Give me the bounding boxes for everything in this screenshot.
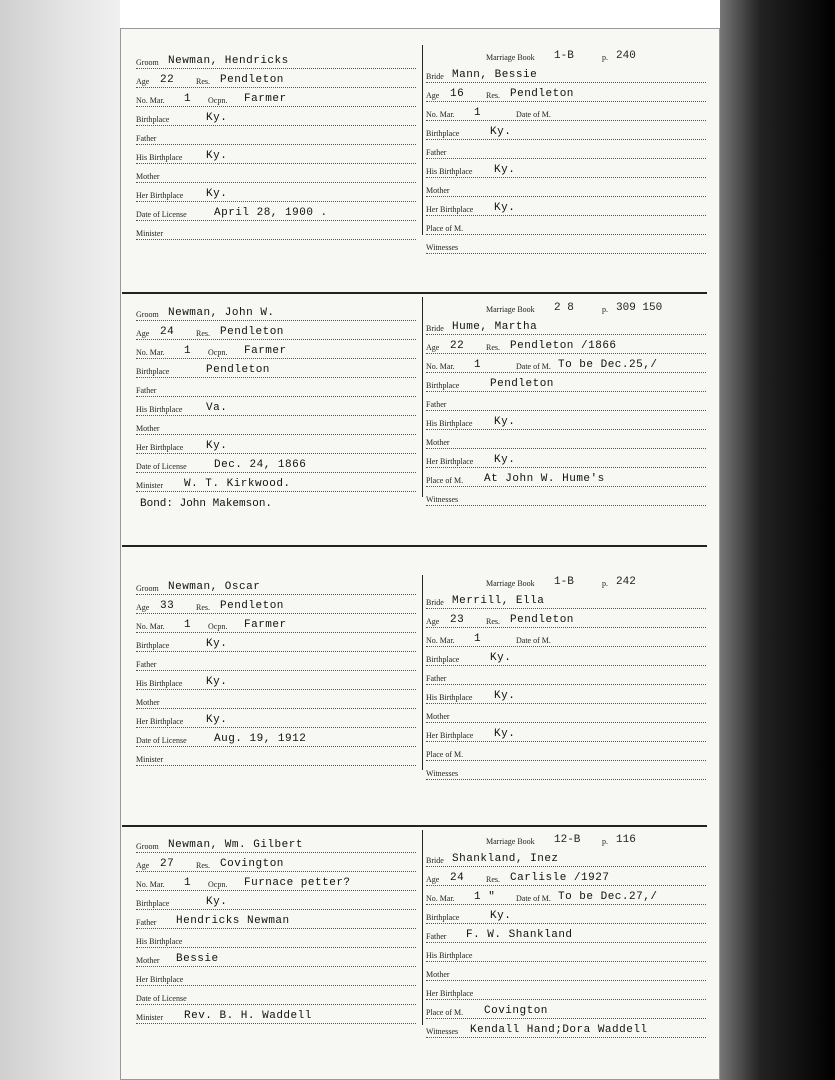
groom-name xyxy=(136,576,416,595)
groom-minister xyxy=(136,1005,416,1024)
marriage-book-label: Marriage Book xyxy=(486,579,535,588)
bride-name xyxy=(426,848,706,867)
groom-his-birthplace-value: Ky. xyxy=(206,150,228,162)
record-separator xyxy=(122,825,707,827)
groom-minister xyxy=(136,473,416,492)
groom-his-birthplace-label: His Birthplace xyxy=(136,937,183,946)
bride-age xyxy=(426,335,706,354)
groom-column xyxy=(136,830,416,1024)
groom-his-birthplace xyxy=(136,145,416,164)
bride-name-value: Hume, Martha xyxy=(452,321,538,333)
marriage-book-value: 1-B xyxy=(554,576,574,588)
groom-father-label: Father xyxy=(136,386,157,395)
bride-witnesses-label: Witnesses xyxy=(426,1027,459,1036)
groom-minister-value: Rev. B. H. Waddell xyxy=(184,1010,312,1022)
bride-age xyxy=(426,867,706,886)
bride-her-birthplace xyxy=(426,197,706,216)
groom-his-birthplace xyxy=(136,397,416,416)
groom-her-birthplace-value: Ky. xyxy=(206,714,228,726)
bride-place-of-m-label: Place of M. xyxy=(426,1008,464,1017)
groom-age-label: Age xyxy=(136,861,150,870)
bride-witnesses-label: Witnesses xyxy=(426,243,459,252)
page-label: p. xyxy=(602,53,608,62)
bride-age-label: Age xyxy=(426,91,440,100)
bride-father-label: Father xyxy=(426,400,447,409)
groom-mother-label: Mother xyxy=(136,956,160,965)
bride-name-label: Bride xyxy=(426,598,444,607)
bride-her-birthplace xyxy=(426,449,706,468)
bride-witnesses-label: Witnesses xyxy=(426,769,459,778)
bride-name xyxy=(426,64,706,83)
groom-his-birthplace-label: His Birthplace xyxy=(136,405,183,414)
bride-age-label: Age xyxy=(426,617,440,626)
page-label: p. xyxy=(602,837,608,846)
bride-no-mar xyxy=(426,354,706,373)
record-separator xyxy=(122,292,707,294)
groom-no-mar-value: 1 xyxy=(184,619,192,631)
bride-place-of-m-label: Place of M. xyxy=(426,750,464,759)
bride-birthplace xyxy=(426,373,706,392)
bride-date-of-m-label: Date of M. xyxy=(516,110,551,119)
bride-date-of-m-label: Date of M. xyxy=(516,894,551,903)
groom-no-mar xyxy=(136,88,416,107)
bride-age-label: Age xyxy=(426,875,440,884)
bride-mother xyxy=(426,178,706,197)
groom-res-label: Res. xyxy=(196,77,210,86)
bride-res-value: Pendleton /1866 xyxy=(510,340,617,352)
groom-ocpn-value: Farmer xyxy=(244,619,287,631)
groom-his-birthplace-label: His Birthplace xyxy=(136,679,183,688)
groom-her-birthplace xyxy=(136,967,416,986)
marriage-book-value: 2 8 xyxy=(554,302,574,314)
groom-res-label: Res. xyxy=(196,329,210,338)
bride-name-value: Merrill, Ella xyxy=(452,595,545,607)
groom-res-value: Covington xyxy=(220,858,284,870)
groom-birthplace-value: Ky. xyxy=(206,112,228,124)
bride-his-birthplace-label: His Birthplace xyxy=(426,693,473,702)
groom-no-mar-label: No. Mar. xyxy=(136,622,165,631)
bride-father xyxy=(426,924,706,943)
bride-age-value: 23 xyxy=(450,614,465,626)
groom-her-birthplace-label: Her Birthplace xyxy=(136,191,184,200)
bride-mother-label: Mother xyxy=(426,438,450,447)
bride-birthplace-value: Ky. xyxy=(490,910,512,922)
groom-name-value: Newman, John W. xyxy=(168,307,275,319)
bride-place-of-m-value: Covington xyxy=(484,1005,548,1017)
bride-mother xyxy=(426,430,706,449)
groom-birthplace-value: Ky. xyxy=(206,896,228,908)
bride-mother-label: Mother xyxy=(426,186,450,195)
bride-name-value: Mann, Bessie xyxy=(452,69,538,81)
bride-birthplace xyxy=(426,647,706,666)
groom-res-label: Res. xyxy=(196,603,210,612)
groom-res-value: Pendleton xyxy=(220,600,284,612)
groom-birthplace xyxy=(136,891,416,910)
groom-mother xyxy=(136,164,416,183)
groom-no-mar-value: 1 xyxy=(184,345,192,357)
groom-ocpn-value: Furnace petter? xyxy=(244,877,351,889)
marriage-book-label: Marriage Book xyxy=(486,837,535,846)
groom-name-label: Groom xyxy=(136,58,159,67)
groom-father xyxy=(136,378,416,397)
groom-name-label: Groom xyxy=(136,584,159,593)
groom-name xyxy=(136,302,416,321)
groom-her-birthplace xyxy=(136,183,416,202)
bride-age-label: Age xyxy=(426,343,440,352)
bride-name-label: Bride xyxy=(426,856,444,865)
bride-res-label: Res. xyxy=(486,617,500,626)
groom-age xyxy=(136,853,416,872)
groom-res-label: Res. xyxy=(196,861,210,870)
groom-date-of-license xyxy=(136,986,416,1005)
groom-res-value: Pendleton xyxy=(220,326,284,338)
bride-witnesses xyxy=(426,761,706,780)
bride-no-mar-label: No. Mar. xyxy=(426,110,455,119)
groom-father xyxy=(136,126,416,145)
groom-date-of-license xyxy=(136,728,416,747)
groom-father-label: Father xyxy=(136,134,157,143)
page-value: 309 150 xyxy=(616,302,663,314)
groom-mother xyxy=(136,690,416,709)
bride-his-birthplace xyxy=(426,943,706,962)
groom-age-value: 27 xyxy=(160,858,175,870)
groom-date-of-license-value: Dec. 24, 1866 xyxy=(214,459,307,471)
page-value: 240 xyxy=(616,50,636,62)
bride-no-mar-label: No. Mar. xyxy=(426,894,455,903)
groom-date-of-license xyxy=(136,454,416,473)
bride-name-label: Bride xyxy=(426,72,444,81)
bride-father xyxy=(426,666,706,685)
groom-no-mar-value: 1 xyxy=(184,877,192,889)
groom-father-value: Hendricks Newman xyxy=(176,915,290,927)
groom-name-label: Groom xyxy=(136,842,159,851)
bride-name-value: Shankland, Inez xyxy=(452,853,559,865)
bride-father xyxy=(426,140,706,159)
bride-birthplace-label: Birthplace xyxy=(426,655,460,664)
bride-place-of-m xyxy=(426,1000,706,1019)
groom-date-of-license xyxy=(136,202,416,221)
groom-ocpn-label: Ocpn. xyxy=(208,348,228,357)
bride-father-label: Father xyxy=(426,674,447,683)
record-separator xyxy=(122,545,707,547)
groom-ocpn-label: Ocpn. xyxy=(208,96,228,105)
groom-father-label: Father xyxy=(136,918,157,927)
groom-age-value: 33 xyxy=(160,600,175,612)
bride-birthplace-value: Ky. xyxy=(490,652,512,664)
groom-birthplace-value: Pendleton xyxy=(206,364,270,376)
bride-mother-label: Mother xyxy=(426,712,450,721)
groom-her-birthplace-value: Ky. xyxy=(206,440,228,452)
groom-ocpn-value: Farmer xyxy=(244,93,287,105)
bride-res-value: Carlisle /1927 xyxy=(510,872,610,884)
groom-date-of-license-label: Date of License xyxy=(136,994,187,1003)
bride-place-of-m xyxy=(426,742,706,761)
groom-age xyxy=(136,321,416,340)
groom-name-value: Newman, Oscar xyxy=(168,581,261,593)
bride-name xyxy=(426,590,706,609)
bride-no-mar xyxy=(426,886,706,905)
bride-his-birthplace xyxy=(426,685,706,704)
bride-age xyxy=(426,609,706,628)
bride-his-birthplace xyxy=(426,159,706,178)
marriage-book-header xyxy=(426,46,706,64)
groom-no-mar xyxy=(136,872,416,891)
bride-her-birthplace-value: Ky. xyxy=(494,728,516,740)
bride-res-value: Pendleton xyxy=(510,88,574,100)
groom-age-label: Age xyxy=(136,329,150,338)
groom-minister-label: Minister xyxy=(136,481,164,490)
bride-her-birthplace-label: Her Birthplace xyxy=(426,731,474,740)
bride-birthplace-value: Pendleton xyxy=(490,378,554,390)
groom-no-mar xyxy=(136,340,416,359)
bride-age xyxy=(426,83,706,102)
groom-birthplace-label: Birthplace xyxy=(136,641,170,650)
bride-witnesses xyxy=(426,1019,706,1038)
groom-column xyxy=(136,298,416,492)
bride-age-value: 16 xyxy=(450,88,465,100)
bride-no-mar-value: 1 " xyxy=(474,891,496,903)
groom-date-of-license-label: Date of License xyxy=(136,210,187,219)
groom-name-value: Newman, Hendricks xyxy=(168,55,289,67)
groom-minister-label: Minister xyxy=(136,1013,164,1022)
bride-res-label: Res. xyxy=(486,91,500,100)
marriage-book-value: 1-B xyxy=(554,50,574,62)
groom-her-birthplace-label: Her Birthplace xyxy=(136,975,184,984)
groom-birthplace-label: Birthplace xyxy=(136,899,170,908)
bride-no-mar-label: No. Mar. xyxy=(426,362,455,371)
page-value: 116 xyxy=(616,834,636,846)
groom-minister-label: Minister xyxy=(136,229,164,238)
bride-place-of-m-value: At John W. Hume's xyxy=(484,473,605,485)
bride-father-label: Father xyxy=(426,932,447,941)
bride-her-birthplace-label: Her Birthplace xyxy=(426,205,474,214)
bride-his-birthplace-value: Ky. xyxy=(494,690,516,702)
groom-res-value: Pendleton xyxy=(220,74,284,86)
bride-birthplace-label: Birthplace xyxy=(426,129,460,138)
bride-father xyxy=(426,392,706,411)
bride-his-birthplace-label: His Birthplace xyxy=(426,951,473,960)
marriage-book-label: Marriage Book xyxy=(486,53,535,62)
page-label: p. xyxy=(602,305,608,314)
groom-birthplace-label: Birthplace xyxy=(136,367,170,376)
bride-res-label: Res. xyxy=(486,875,500,884)
groom-date-of-license-label: Date of License xyxy=(136,736,187,745)
groom-birthplace xyxy=(136,359,416,378)
groom-her-birthplace-value: Ky. xyxy=(206,188,228,200)
bride-mother xyxy=(426,704,706,723)
groom-date-of-license-label: Date of License xyxy=(136,462,187,471)
groom-age xyxy=(136,69,416,88)
bride-date-of-m-value: To be Dec.27,/ xyxy=(558,891,658,903)
groom-age-value: 24 xyxy=(160,326,175,338)
scan-left-margin xyxy=(0,0,120,1080)
scan-right-margin xyxy=(720,0,835,1080)
groom-her-birthplace xyxy=(136,709,416,728)
column-divider xyxy=(422,45,423,235)
groom-mother xyxy=(136,948,416,967)
marriage-book-header xyxy=(426,830,706,848)
bride-witnesses xyxy=(426,487,706,506)
bride-his-birthplace-label: His Birthplace xyxy=(426,167,473,176)
bride-column xyxy=(426,298,706,506)
bride-birthplace xyxy=(426,905,706,924)
groom-birthplace xyxy=(136,633,416,652)
groom-minister xyxy=(136,747,416,766)
bride-her-birthplace-value: Ky. xyxy=(494,454,516,466)
groom-no-mar-label: No. Mar. xyxy=(136,880,165,889)
bride-no-mar-label: No. Mar. xyxy=(426,636,455,645)
bride-place-of-m-label: Place of M. xyxy=(426,224,464,233)
groom-no-mar-value: 1 xyxy=(184,93,192,105)
bride-column xyxy=(426,572,706,780)
bride-place-of-m xyxy=(426,468,706,487)
groom-birthplace-label: Birthplace xyxy=(136,115,170,124)
bride-name xyxy=(426,316,706,335)
groom-age-label: Age xyxy=(136,77,150,86)
bride-witnesses xyxy=(426,235,706,254)
groom-name xyxy=(136,834,416,853)
bride-no-mar xyxy=(426,102,706,121)
groom-no-mar-label: No. Mar. xyxy=(136,348,165,357)
groom-name-value: Newman, Wm. Gilbert xyxy=(168,839,303,851)
bride-birthplace xyxy=(426,121,706,140)
groom-no-mar xyxy=(136,614,416,633)
bride-date-of-m-label: Date of M. xyxy=(516,362,551,371)
groom-minister-value: W. T. Kirkwood. xyxy=(184,478,291,490)
bride-birthplace-label: Birthplace xyxy=(426,913,460,922)
groom-date-of-license-value: Aug. 19, 1912 xyxy=(214,733,307,745)
page-label: p. xyxy=(602,579,608,588)
groom-birthplace-value: Ky. xyxy=(206,638,228,650)
marriage-book-value: 12-B xyxy=(554,834,581,846)
marriage-book-header xyxy=(426,572,706,590)
bride-witnesses-label: Witnesses xyxy=(426,495,459,504)
groom-column xyxy=(136,46,416,240)
groom-mother-label: Mother xyxy=(136,172,160,181)
groom-her-birthplace-label: Her Birthplace xyxy=(136,717,184,726)
groom-her-birthplace-label: Her Birthplace xyxy=(136,443,184,452)
bride-no-mar-value: 1 xyxy=(474,633,482,645)
groom-minister-label: Minister xyxy=(136,755,164,764)
bride-his-birthplace-value: Ky. xyxy=(494,416,516,428)
bride-name-label: Bride xyxy=(426,324,444,333)
page-value: 242 xyxy=(616,576,636,588)
groom-no-mar-label: No. Mar. xyxy=(136,96,165,105)
bride-her-birthplace-value: Ky. xyxy=(494,202,516,214)
column-divider xyxy=(422,297,423,497)
bride-column xyxy=(426,46,706,254)
bride-birthplace-label: Birthplace xyxy=(426,381,460,390)
groom-mother-label: Mother xyxy=(136,698,160,707)
groom-mother-label: Mother xyxy=(136,424,160,433)
bride-her-birthplace xyxy=(426,981,706,1000)
bride-father-value: F. W. Shankland xyxy=(466,929,573,941)
groom-his-birthplace-value: Ky. xyxy=(206,676,228,688)
groom-father xyxy=(136,652,416,671)
bride-mother-label: Mother xyxy=(426,970,450,979)
groom-father-label: Father xyxy=(136,660,157,669)
bride-place-of-m xyxy=(426,216,706,235)
bride-father-label: Father xyxy=(426,148,447,157)
groom-father xyxy=(136,910,416,929)
bride-her-birthplace-label: Her Birthplace xyxy=(426,989,474,998)
groom-ocpn-value: Farmer xyxy=(244,345,287,357)
bride-her-birthplace xyxy=(426,723,706,742)
marriage-book-header xyxy=(426,298,706,316)
bride-age-value: 24 xyxy=(450,872,465,884)
bride-no-mar-value: 1 xyxy=(474,107,482,119)
bride-age-value: 22 xyxy=(450,340,465,352)
groom-ocpn-label: Ocpn. xyxy=(208,880,228,889)
groom-date-of-license-value: April 28, 1900 . xyxy=(214,207,328,219)
groom-minister xyxy=(136,221,416,240)
groom-ocpn-label: Ocpn. xyxy=(208,622,228,631)
groom-age-value: 22 xyxy=(160,74,175,86)
bride-witnesses-value: Kendall Hand;Dora Waddell xyxy=(470,1024,648,1036)
bride-mother xyxy=(426,962,706,981)
bride-his-birthplace-label: His Birthplace xyxy=(426,419,473,428)
marriage-book-label: Marriage Book xyxy=(486,305,535,314)
groom-mother xyxy=(136,416,416,435)
groom-mother-value: Bessie xyxy=(176,953,219,965)
bride-his-birthplace-value: Ky. xyxy=(494,164,516,176)
groom-his-birthplace-label: His Birthplace xyxy=(136,153,183,162)
groom-his-birthplace xyxy=(136,671,416,690)
bride-res-label: Res. xyxy=(486,343,500,352)
bride-date-of-m-label: Date of M. xyxy=(516,636,551,645)
groom-name-label: Groom xyxy=(136,310,159,319)
groom-her-birthplace xyxy=(136,435,416,454)
column-divider xyxy=(422,575,423,770)
bride-his-birthplace xyxy=(426,411,706,430)
groom-his-birthplace xyxy=(136,929,416,948)
scan-top-margin xyxy=(0,0,835,28)
column-divider xyxy=(422,830,423,1025)
bride-res-value: Pendleton xyxy=(510,614,574,626)
bride-place-of-m-label: Place of M. xyxy=(426,476,464,485)
groom-name xyxy=(136,50,416,69)
groom-column xyxy=(136,572,416,766)
groom-age xyxy=(136,595,416,614)
bride-her-birthplace-label: Her Birthplace xyxy=(426,457,474,466)
bride-column xyxy=(426,830,706,1038)
bride-birthplace-value: Ky. xyxy=(490,126,512,138)
groom-his-birthplace-value: Va. xyxy=(206,402,228,414)
bond-note: Bond: John Makemson. xyxy=(140,498,273,510)
groom-age-label: Age xyxy=(136,603,150,612)
bride-no-mar-value: 1 xyxy=(474,359,482,371)
bride-no-mar xyxy=(426,628,706,647)
groom-birthplace xyxy=(136,107,416,126)
bride-date-of-m-value: To be Dec.25,/ xyxy=(558,359,658,371)
